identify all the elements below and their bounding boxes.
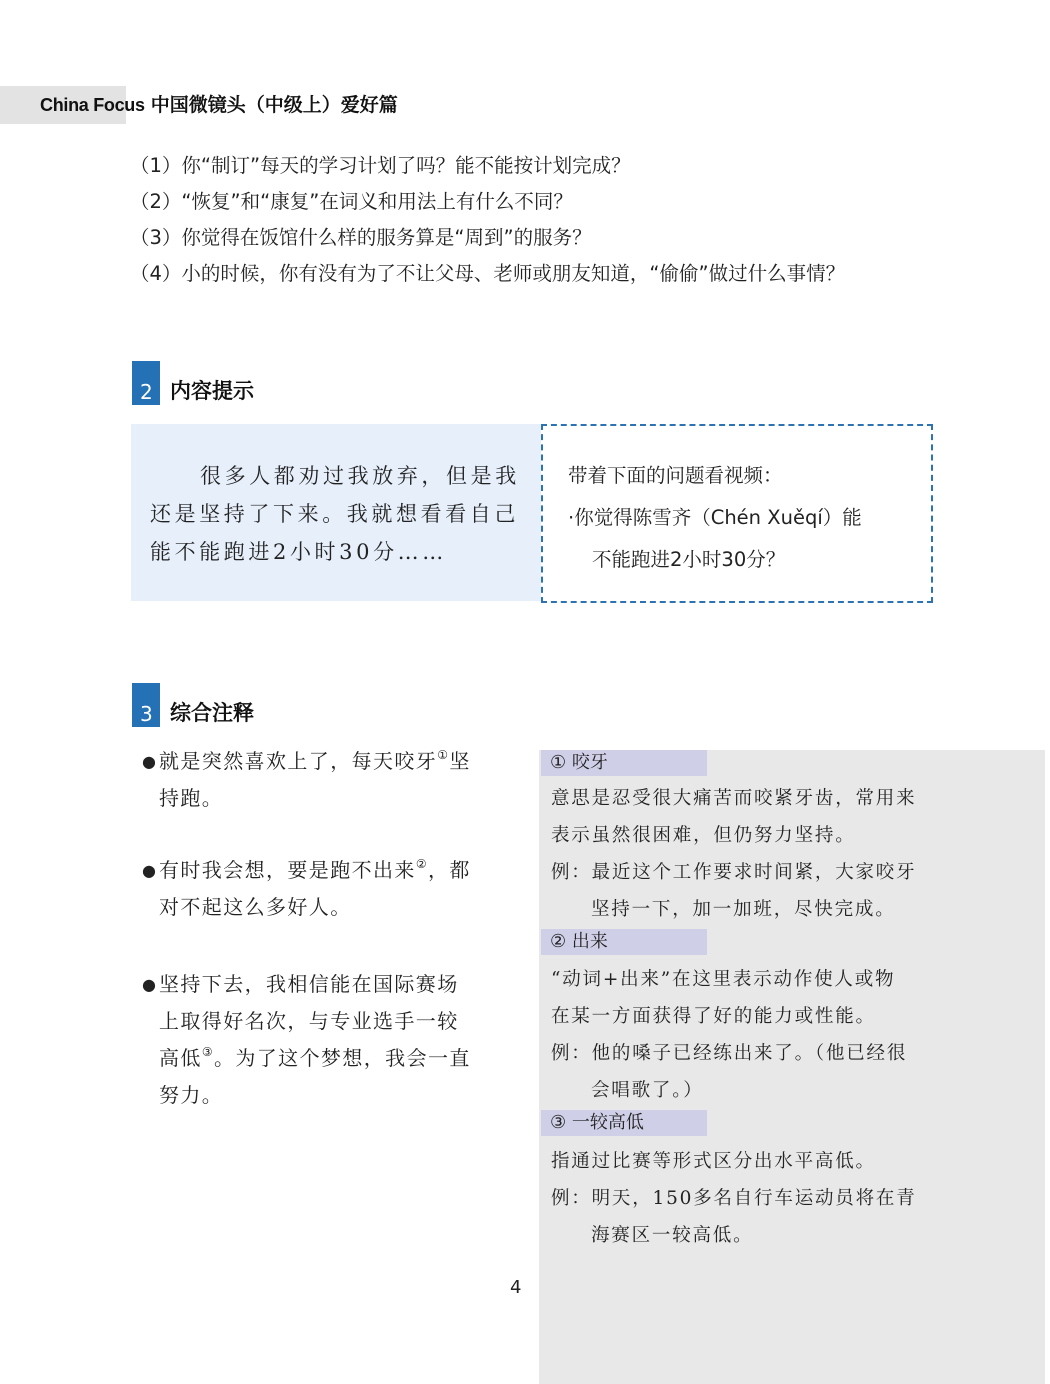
footnote-marker: ② [415, 857, 428, 871]
section-2-title: 内容提示 [170, 379, 254, 403]
gloss-example: 例：他的嗓子已经练出来了。（他已经很 [551, 1043, 908, 1064]
excerpt-line: 努力。 [159, 1083, 224, 1107]
gloss-example: 例：明天，150多名自行车运动员将在青 [551, 1188, 917, 1209]
excerpt-line: 有时我会想，要是跑不出来②，都 [159, 857, 471, 882]
gloss-tag-3: ③ 一较高低 [541, 1110, 707, 1136]
viewing-prompt [568, 455, 918, 581]
gloss-body-3 [551, 1143, 941, 1254]
excerpt-2 [142, 852, 502, 926]
gloss-line: “动词+出来”在这里表示动作使人或物 [551, 969, 896, 990]
excerpt-1 [142, 743, 502, 817]
excerpt-line: 上取得好名次，与专业选手一较 [159, 1009, 459, 1033]
bullet-icon: ● [142, 752, 156, 771]
excerpt-line: 高低③。为了这个梦想，我会一直 [159, 1045, 471, 1070]
excerpt-3 [142, 966, 502, 1114]
page-number: 4 [510, 1277, 522, 1298]
excerpt-line: 对不起这么多好人。 [159, 895, 352, 919]
gloss-body-2 [551, 961, 941, 1109]
gloss-example: 会唱歌了。） [591, 1080, 704, 1101]
gloss-tag-2: ② 出来 [541, 929, 707, 955]
viewing-prompt-intro: 带着下面的问题看视频： [568, 464, 783, 487]
bullet-icon: ● [142, 861, 156, 880]
discussion-questions [130, 148, 930, 292]
bullet-icon: ● [142, 975, 156, 994]
viewing-prompt-question-line2: 不能跑进2小时30分？ [592, 548, 786, 571]
excerpt-line: 坚持下去，我相信能在国际赛场 [159, 972, 459, 996]
gloss-body-1 [551, 780, 941, 928]
footnote-marker: ① [437, 748, 450, 762]
gloss-line: 在某一方面获得了好的能力或性能。 [551, 1006, 876, 1027]
gloss-example: 例：最近这个工作要求时间紧，大家咬牙 [551, 862, 917, 883]
gloss-line: 指通过比赛等形式区分出水平高低。 [551, 1151, 876, 1172]
series-name-en: China Focus [40, 95, 145, 115]
excerpt-line: 持跑。 [159, 786, 224, 810]
question-1: （1）你“制订”每天的学习计划了吗？能不能按计划完成？ [130, 154, 631, 177]
gloss-example: 坚持一下，加一加班，尽快完成。 [591, 899, 896, 920]
section-3-number-badge: 3 [132, 683, 160, 727]
gloss-tag-1: ① 咬牙 [541, 750, 707, 776]
running-header [40, 92, 398, 118]
question-3: （3）你觉得在饭馆什么样的服务算是“周到”的服务？ [130, 226, 592, 249]
gloss-line: 表示虽然很困难，但仍努力坚持。 [551, 825, 856, 846]
quote-text: 很多人都劝过我放弃，但是我还是坚持了下来。我就想看看自己能不能跑进2小时30分…… [150, 464, 520, 564]
excerpt-line: 就是突然喜欢上了，每天咬牙①坚 [159, 748, 471, 773]
footnote-marker: ③ [201, 1045, 214, 1059]
viewing-prompt-question-line1: ·你觉得陈雪齐（Chén Xuěqí）能 [568, 506, 862, 529]
gloss-example: 海赛区一较高低。 [591, 1225, 754, 1246]
section-3-title: 综合注释 [170, 701, 254, 725]
question-2: （2）“恢复”和“康复”在词义和用法上有什么不同？ [130, 190, 573, 213]
gloss-line: 意思是忍受很大痛苦而咬紧牙齿，常用来 [551, 788, 917, 809]
question-4: （4）小的时候，你有没有为了不让父母、老师或朋友知道，“偷偷”做过什么事情？ [130, 262, 846, 285]
series-name-cn: 中国微镜头（中级上）爱好篇 [150, 94, 398, 116]
section-2-number-badge: 2 [132, 361, 160, 405]
